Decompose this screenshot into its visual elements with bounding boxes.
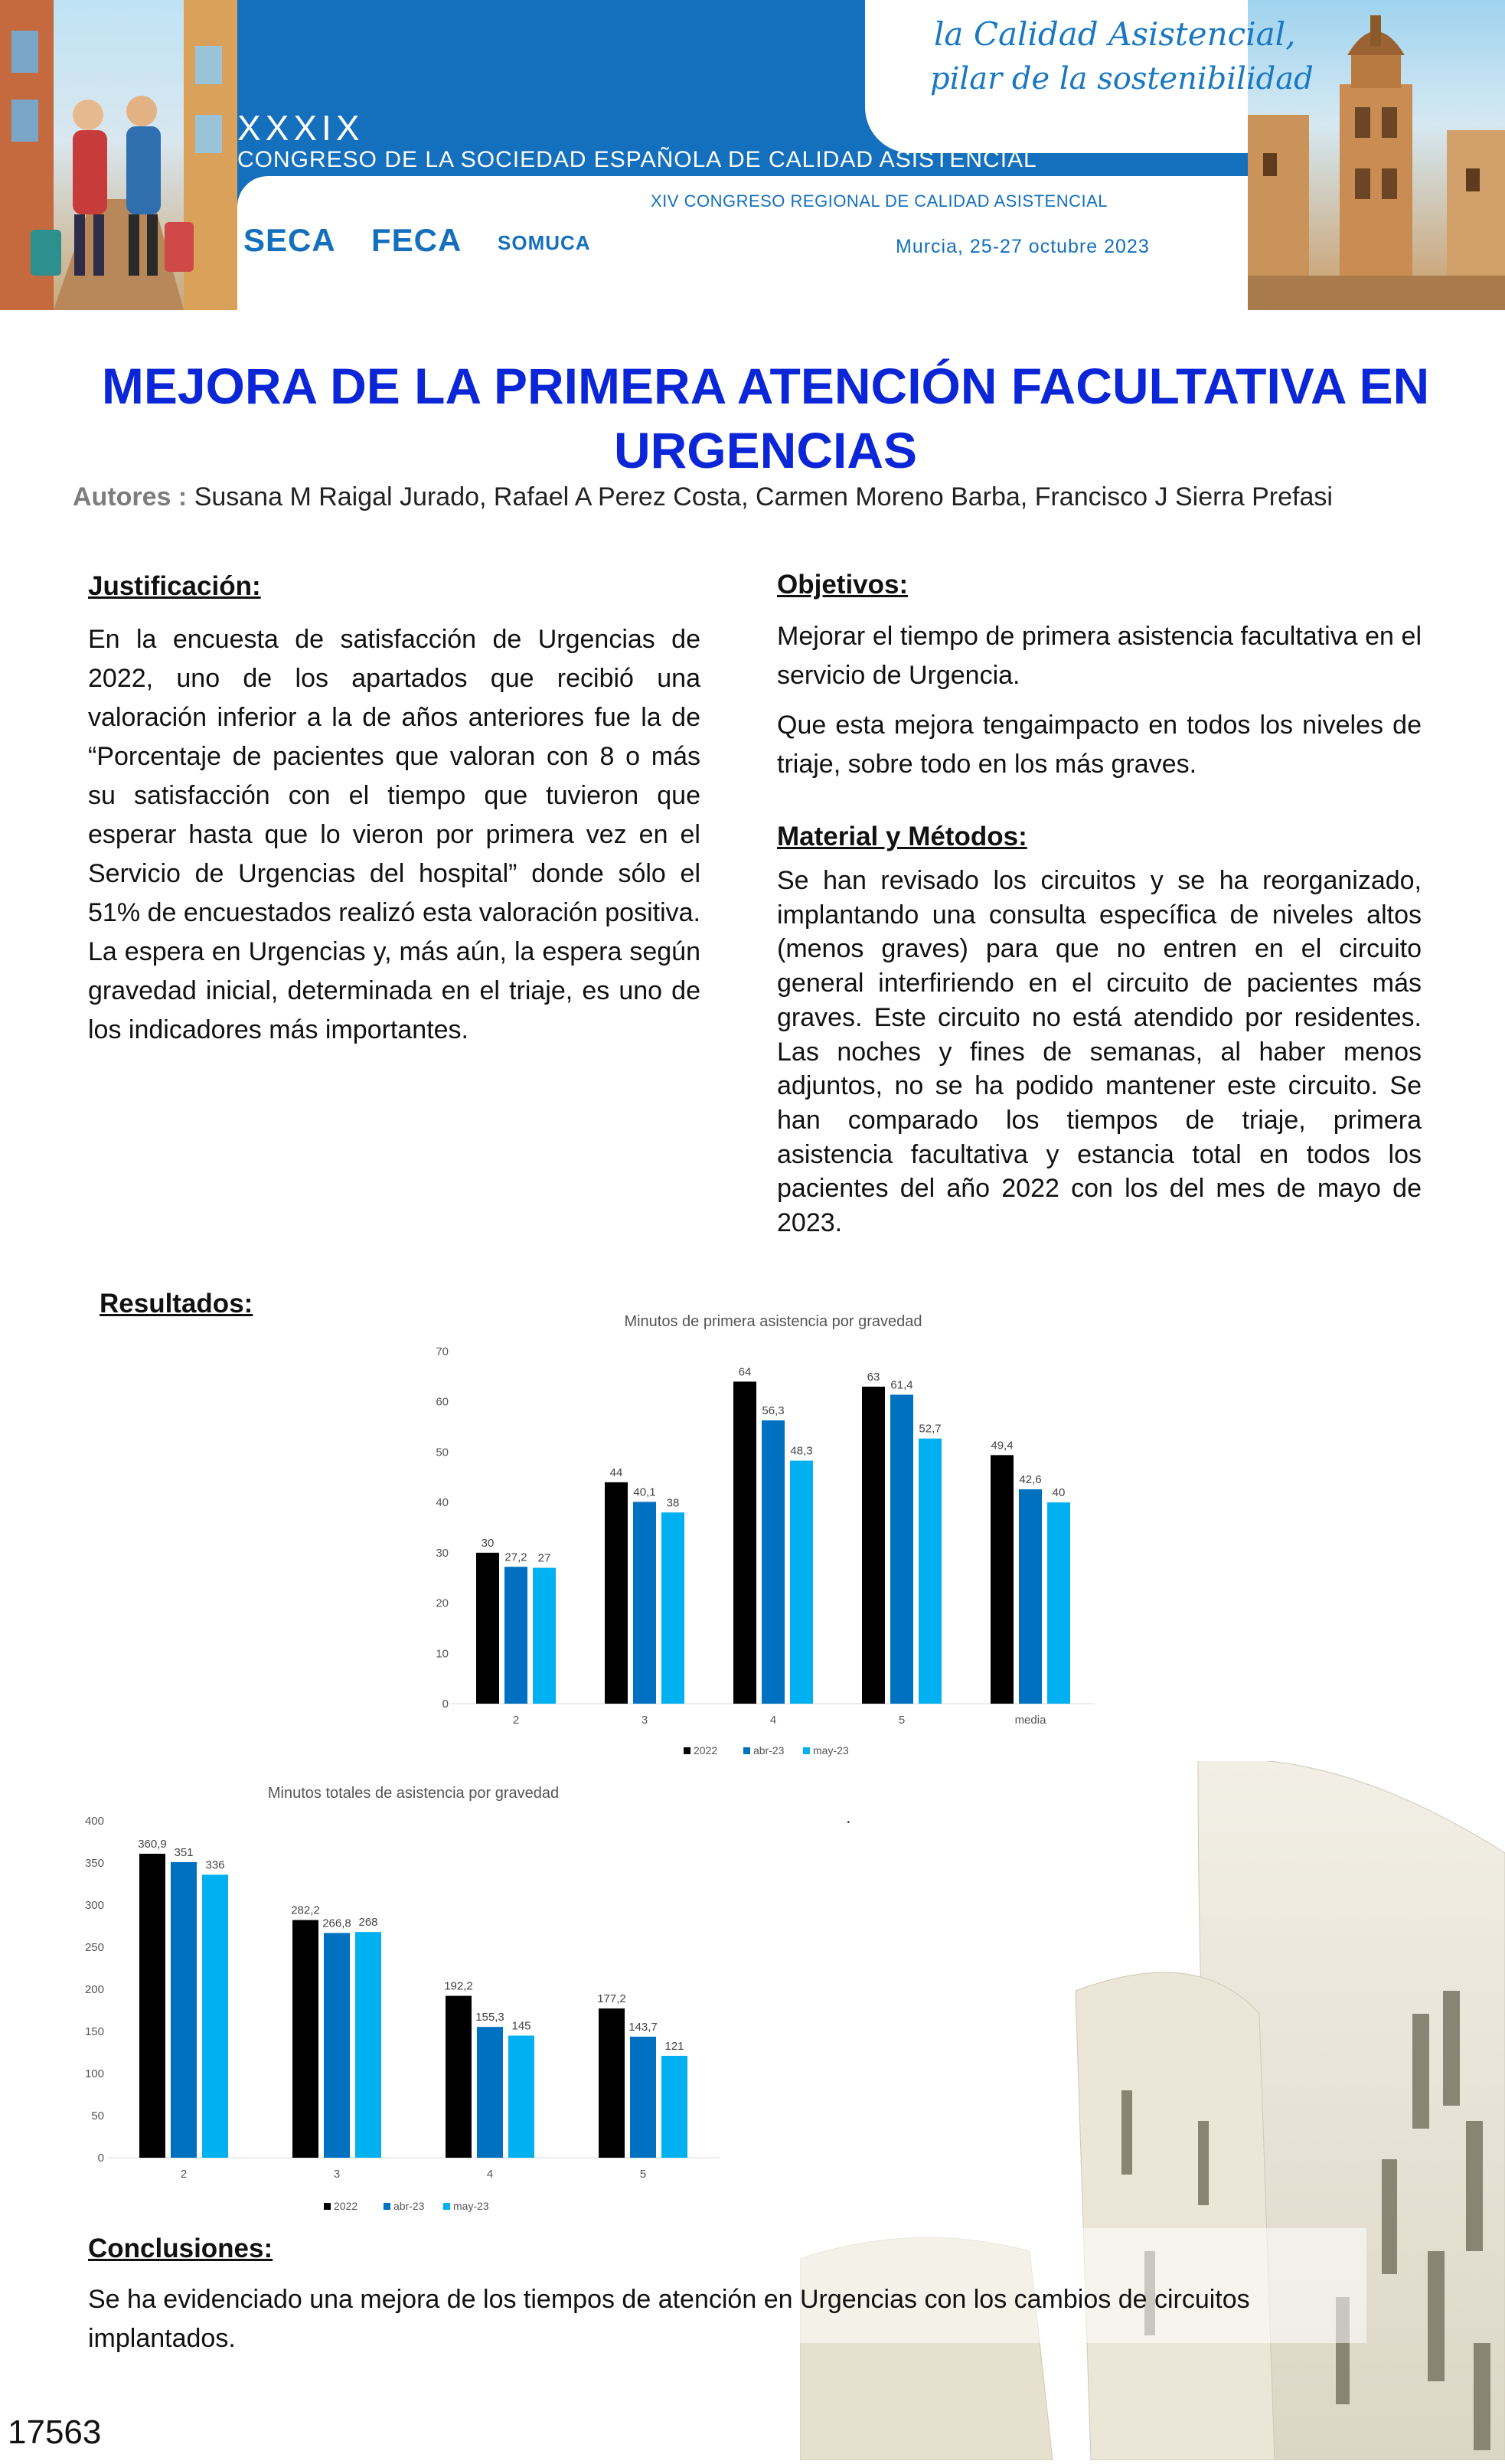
data-label: 143,7	[628, 2020, 658, 2034]
y-tick-label: 200	[84, 1983, 104, 1996]
y-tick-label: 400	[84, 1815, 104, 1828]
congress-name: CONGRESO DE LA SOCIEDAD ESPAÑOLA DE CALIDAD ASISTENCIAL	[237, 147, 1037, 172]
data-label: 282,2	[291, 1904, 320, 1917]
legend-label: 2022	[694, 1744, 718, 1756]
data-label: 145	[511, 2019, 531, 2033]
material-metodos-heading: Material y Métodos:	[777, 822, 1027, 851]
y-tick-label: 150	[84, 2025, 104, 2038]
bar-abr-23-5	[630, 2037, 656, 2158]
bar-may-23-3	[355, 1932, 381, 2158]
bar-abr-23-3	[324, 1933, 350, 2158]
data-label: 27,2	[504, 1551, 527, 1564]
stray-mark: .	[846, 1807, 851, 1828]
objetivos-heading: Objetivos:	[777, 570, 909, 600]
legend-swatch	[684, 1747, 690, 1754]
chart-primera-asistencia-svg	[406, 1302, 1110, 1765]
bar-abr-23-media	[1019, 1489, 1042, 1704]
bar-may-23-4	[508, 2036, 534, 2158]
material-metodos-text: Se han revisado los circuitos y se ha reorganizado, implantando una consulta específica de niveles altos (menos graves) para que no entren en el circuito general interfiriendo en el circuito de pacientes más graves. Este circuito no está atendido por residentes. Las noches y fines de semanas, al haber menos adjuntos, no se ha podido mantener este circuito. Se han comparado los tiempos de triaje, primera asistencia facultativa y estancia total en todos los pacientes del año 2022 con los del mes de mayo de 2023.	[777, 866, 1422, 1238]
bar-2022-4	[733, 1381, 756, 1704]
x-tick-label: media	[1014, 1714, 1046, 1727]
legend-label: may-23	[453, 2200, 489, 2212]
chart-title: Minutos de primera asistencia por gravedad	[624, 1313, 922, 1330]
data-label: 121	[664, 2039, 684, 2053]
x-tick-label: 3	[641, 1714, 648, 1727]
objetivos-text	[777, 617, 1422, 784]
legend-label: abr-23	[393, 2200, 425, 2212]
x-tick-label: 4	[486, 2168, 494, 2181]
somuca-logo: SOMUCA	[498, 231, 591, 254]
bar-abr-23-2	[171, 1862, 197, 2158]
resultados-heading: Resultados:	[100, 1289, 253, 1319]
poster-id: 17563	[8, 2413, 102, 2451]
data-label: 360,9	[138, 1838, 167, 1851]
chart-title: Minutos totales de asistencia por gravedad	[267, 1785, 560, 1802]
x-tick-label: 5	[639, 2168, 647, 2181]
y-tick-label: 40	[436, 1496, 449, 1510]
conclusiones-heading: Conclusiones:	[88, 2234, 273, 2263]
data-label: 27	[537, 1551, 551, 1565]
data-label: 61,4	[890, 1378, 913, 1392]
bar-may-23-3	[661, 1512, 684, 1704]
data-label: 155,3	[475, 2011, 504, 2024]
bar-2022-4	[446, 1996, 472, 2158]
bar-may-23-media	[1047, 1502, 1070, 1704]
x-tick-label: 5	[898, 1714, 906, 1727]
justificacion-heading: Justificación:	[88, 571, 261, 601]
bar-2022-3	[605, 1482, 628, 1704]
data-label: 177,2	[597, 1992, 626, 2006]
legend-label: may-23	[813, 1744, 849, 1756]
legend-label: abr-23	[753, 1744, 785, 1756]
y-tick-label: 0	[442, 1698, 449, 1711]
authors-label: Autores :	[73, 482, 188, 511]
y-tick-label: 300	[84, 1899, 104, 1912]
bar-may-23-2	[202, 1874, 228, 2158]
bar-abr-23-4	[477, 2027, 503, 2158]
bar-may-23-5	[919, 1439, 942, 1704]
data-label: 42,6	[1019, 1473, 1042, 1487]
congress-number: XXXIX	[237, 108, 364, 148]
congress-tagline-line2: pilar de la sostenibilidad	[930, 61, 1314, 96]
authors-line	[73, 482, 1333, 512]
bar-abr-23-5	[890, 1395, 913, 1704]
data-label: 63	[867, 1371, 880, 1384]
x-tick-label: 4	[769, 1714, 777, 1727]
header-banner	[0, 0, 1505, 310]
regional-congress: XIV CONGRESO REGIONAL DE CALIDAD ASISTENCIAL	[651, 191, 1108, 211]
bar-may-23-2	[533, 1568, 556, 1704]
x-tick-label: 3	[333, 2168, 341, 2181]
congress-dates: Murcia, 25-27 octubre 2023	[896, 236, 1150, 257]
y-tick-label: 70	[436, 1345, 449, 1358]
y-tick-label: 0	[97, 2152, 104, 2165]
data-label: 336	[205, 1858, 225, 1872]
bar-2022-media	[991, 1455, 1014, 1704]
legend-label: 2022	[334, 2200, 358, 2212]
bar-abr-23-3	[633, 1502, 656, 1704]
y-tick-label: 10	[436, 1647, 449, 1661]
bar-may-23-4	[790, 1461, 813, 1704]
y-tick-label: 50	[436, 1446, 449, 1459]
y-tick-label: 100	[84, 2067, 104, 2080]
bar-2022-3	[292, 1920, 318, 2158]
illustration-travelers	[0, 0, 237, 310]
data-label: 64	[738, 1365, 752, 1379]
data-label: 44	[609, 1466, 623, 1479]
data-label: 266,8	[322, 1917, 351, 1930]
data-label: 52,7	[919, 1422, 942, 1436]
authors-names: Susana M Raigal Jurado, Rafael A Perez Costa, Carmen Moreno Barba, Francisco J Sierra Prefasi	[194, 482, 1333, 511]
data-label: 49,4	[991, 1439, 1014, 1453]
poster-title: MEJORA DE LA PRIMERA ATENCIÓN FACULTATIVA EN URGENCIAS	[101, 358, 1430, 479]
bar-abr-23-2	[504, 1567, 527, 1704]
legend-swatch	[384, 2203, 390, 2210]
legend-swatch	[743, 1747, 750, 1754]
y-tick-label: 60	[436, 1395, 449, 1409]
data-label: 351	[174, 1845, 194, 1859]
chart-totales-asistencia	[69, 1775, 735, 2219]
chart-primera-asistencia	[406, 1302, 1110, 1765]
data-label: 192,2	[444, 1979, 473, 1993]
data-label: 38	[666, 1496, 680, 1510]
feca-logo: FECA	[371, 222, 462, 258]
data-label: 40,1	[633, 1485, 656, 1499]
objetivo-paragraph: Que esta mejora tengaimpacto en todos los niveles de triaje, sobre todo en los más graves.	[777, 711, 1422, 779]
data-label: 56,3	[762, 1404, 785, 1418]
legend-swatch	[324, 2203, 331, 2210]
chart-totales-asistencia-svg	[69, 1775, 735, 2219]
seca-logo: SECA	[243, 222, 336, 258]
justificacion-text: En la encuesta de satisfacción de Urgencias de 2022, uno de los apartados que recibió una valoración inferior a la de años anteriores fue la de “Porcentaje de pacientes que valoran con 8 o más su satisfacción con el tiempo que tuvieron que esperar hasta que lo vieron por primera vez en el Servicio de Urgencias del hospital” donde sólo el 51% de encuestados realizó esta valoración positiva. La espera en Urgencias y, más aún, la espera según gravedad inicial, determinada en el triaje, es uno de los indicadores más importantes.	[88, 625, 700, 1044]
data-label: 30	[481, 1536, 495, 1550]
data-label: 40	[1052, 1486, 1066, 1500]
conclusiones-text: Se ha evidenciado una mejora de los tiempos de atención en Urgencias con los cambios de circuitos implantados.	[88, 2285, 1250, 2353]
bar-2022-5	[862, 1387, 885, 1704]
y-tick-label: 50	[91, 2109, 104, 2123]
objetivo-paragraph: Mejorar el tiempo de primera asistencia facultativa en el servicio de Urgencia.	[777, 622, 1422, 690]
bar-2022-2	[476, 1553, 499, 1704]
y-tick-label: 350	[84, 1857, 104, 1870]
bar-2022-2	[139, 1854, 165, 2158]
legend-swatch	[803, 1747, 810, 1754]
y-tick-label: 20	[436, 1596, 449, 1610]
congress-tagline-line1: la Calidad Asistencial,	[934, 15, 1296, 53]
bar-abr-23-4	[762, 1420, 785, 1704]
y-tick-label: 250	[84, 1941, 104, 1954]
y-tick-label: 30	[436, 1546, 449, 1560]
data-label: 268	[358, 1916, 378, 1930]
x-tick-label: 2	[512, 1714, 520, 1727]
bar-may-23-5	[661, 2056, 687, 2158]
data-label: 48,3	[790, 1444, 813, 1458]
legend-swatch	[443, 2203, 450, 2210]
bar-2022-5	[599, 2008, 625, 2158]
x-tick-label: 2	[180, 2168, 188, 2181]
